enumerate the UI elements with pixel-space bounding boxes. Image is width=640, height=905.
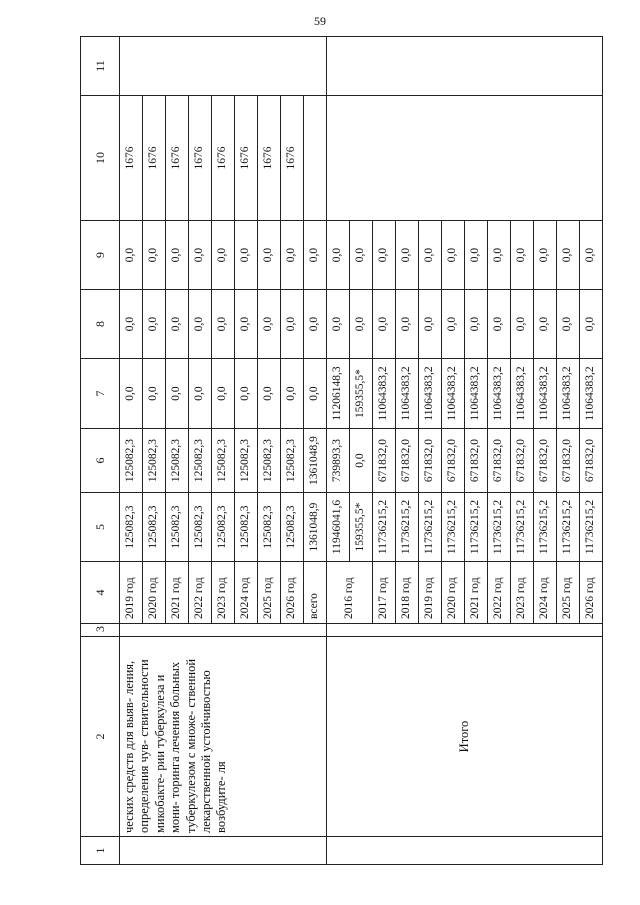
value-cell: 11206148,3 — [327, 359, 350, 429]
value-cell: 0,0 — [580, 290, 603, 359]
value-cell: 0,0 — [442, 290, 465, 359]
value-cell: 0,0 — [120, 359, 143, 429]
year-cell: 2019 год — [419, 562, 442, 624]
value-cell: 0,0 — [304, 290, 327, 359]
value-cell: 0,0 — [580, 221, 603, 290]
header-col-3: 3 — [81, 624, 120, 637]
header-col-6: 6 — [81, 429, 120, 493]
value-cell: 0,0 — [442, 221, 465, 290]
value-cell: 0,0 — [419, 290, 442, 359]
value-cell: 0,0 — [281, 290, 304, 359]
value-cell: 1676 — [166, 96, 189, 221]
value-cell: 0,0 — [396, 221, 419, 290]
value-cell: 11736215,2 — [534, 493, 557, 562]
value-cell: 11736215,2 — [488, 493, 511, 562]
value-cell: 159355,5* — [350, 359, 373, 429]
year-cell: 2022 год — [189, 562, 212, 624]
value-cell: 671832,0 — [511, 429, 534, 493]
value-cell: 0,0 — [488, 221, 511, 290]
header-col-1: 1 — [81, 837, 120, 865]
header-row — [81, 37, 120, 865]
value-cell: 671832,0 — [534, 429, 557, 493]
value-cell: 11064383,2 — [557, 359, 580, 429]
year-cell: 2019 год — [120, 562, 143, 624]
value-cell: 125082,3 — [212, 493, 235, 562]
value-cell: 125082,3 — [212, 429, 235, 493]
value-cell: 0,0 — [488, 290, 511, 359]
value-cell: 11064383,2 — [419, 359, 442, 429]
value-cell: 0,0 — [212, 359, 235, 429]
value-cell: 0,0 — [166, 359, 189, 429]
value-cell: 0,0 — [189, 221, 212, 290]
value-cell: 159355,5* — [350, 493, 373, 562]
value-cell: 11064383,2 — [465, 359, 488, 429]
cell-col-1 — [327, 837, 603, 865]
header-col-5: 5 — [81, 493, 120, 562]
value-cell: 125082,3 — [189, 429, 212, 493]
value-cell: 0,0 — [281, 359, 304, 429]
value-cell: 671832,0 — [396, 429, 419, 493]
value-cell: 125082,3 — [281, 493, 304, 562]
value-cell: 125082,3 — [189, 493, 212, 562]
value-cell: 671832,0 — [419, 429, 442, 493]
value-cell: 125082,3 — [166, 429, 189, 493]
value-cell: 1361048,9 — [304, 429, 327, 493]
value-cell: 0,0 — [557, 290, 580, 359]
header-col-9: 9 — [81, 221, 120, 290]
value-cell: 0,0 — [350, 221, 373, 290]
total-label: всего — [304, 562, 327, 624]
header-col-8: 8 — [81, 290, 120, 359]
value-cell: 11064383,2 — [442, 359, 465, 429]
value-cell: 0,0 — [511, 290, 534, 359]
table-row — [120, 37, 143, 865]
value-cell: 0,0 — [396, 290, 419, 359]
year-cell: 2020 год — [442, 562, 465, 624]
value-cell: 11736215,2 — [419, 493, 442, 562]
value-cell: 11736215,2 — [557, 493, 580, 562]
year-cell: 2026 год — [580, 562, 603, 624]
year-cell: 2017 год — [373, 562, 396, 624]
header-col-4: 4 — [81, 562, 120, 624]
header-col-2: 2 — [81, 637, 120, 837]
cell-col-11 — [327, 37, 603, 96]
year-cell: 2021 год — [166, 562, 189, 624]
cell-col-3 — [120, 624, 327, 637]
value-cell: 11736215,2 — [580, 493, 603, 562]
value-cell: 671832,0 — [488, 429, 511, 493]
value-cell: 671832,0 — [373, 429, 396, 493]
value-cell: 0,0 — [350, 429, 373, 493]
cell-col-11 — [120, 37, 327, 96]
value-cell: 125082,3 — [281, 429, 304, 493]
value-cell: 0,0 — [465, 290, 488, 359]
value-cell: 11064383,2 — [488, 359, 511, 429]
value-cell: 671832,0 — [442, 429, 465, 493]
value-cell: 125082,3 — [120, 429, 143, 493]
value-cell: 1676 — [235, 96, 258, 221]
value-cell: 0,0 — [235, 221, 258, 290]
value-cell: 1676 — [120, 96, 143, 221]
year-cell: 2023 год — [212, 562, 235, 624]
value-cell: 11064383,2 — [373, 359, 396, 429]
value-cell: 125082,3 — [258, 429, 281, 493]
value-cell: 0,0 — [143, 221, 166, 290]
year-cell: 2018 год — [396, 562, 419, 624]
value-cell: 0,0 — [235, 359, 258, 429]
year-cell: 2021 год — [465, 562, 488, 624]
value-cell: 0,0 — [120, 221, 143, 290]
value-cell: 0,0 — [166, 221, 189, 290]
value-cell: 125082,3 — [235, 429, 258, 493]
value-cell: 125082,3 — [120, 493, 143, 562]
value-cell: 11064383,2 — [534, 359, 557, 429]
year-cell: 2025 год — [557, 562, 580, 624]
value-cell: 671832,0 — [557, 429, 580, 493]
budget-table — [80, 36, 603, 865]
value-cell: 11736215,2 — [396, 493, 419, 562]
value-cell: 0,0 — [327, 290, 350, 359]
value-cell: 0,0 — [212, 290, 235, 359]
itogo-label: Итого — [327, 637, 603, 837]
value-cell: 0,0 — [143, 359, 166, 429]
year-cell: 2022 год — [488, 562, 511, 624]
year-cell: 2016 год — [327, 562, 373, 624]
value-cell: 11736215,2 — [465, 493, 488, 562]
value-cell: 1361048,9 — [304, 493, 327, 562]
value-cell: 1676 — [258, 96, 281, 221]
value-cell: 125082,3 — [143, 429, 166, 493]
header-col-11: 11 — [81, 37, 120, 96]
value-cell: 0,0 — [534, 290, 557, 359]
value-cell: 0,0 — [143, 290, 166, 359]
value-cell: 1676 — [281, 96, 304, 221]
value-cell: 0,0 — [120, 290, 143, 359]
value-cell: 1676 — [143, 96, 166, 221]
value-cell: 0,0 — [212, 221, 235, 290]
value-cell: 0,0 — [327, 221, 350, 290]
value-cell: 0,0 — [258, 290, 281, 359]
value-cell: 0,0 — [465, 221, 488, 290]
cell-col-10 — [327, 96, 603, 221]
value-cell: 1676 — [189, 96, 212, 221]
value-cell: 0,0 — [304, 221, 327, 290]
value-cell: 0,0 — [258, 221, 281, 290]
value-cell: 0,0 — [281, 221, 304, 290]
value-cell: 0,0 — [557, 221, 580, 290]
rotated-table-container — [80, 37, 605, 865]
value-cell: 0,0 — [189, 290, 212, 359]
value-cell: 739893,3 — [327, 429, 350, 493]
value-cell: 671832,0 — [580, 429, 603, 493]
cell-col-1 — [120, 837, 327, 865]
year-cell: 2025 год — [258, 562, 281, 624]
value-cell: 11946041,6 — [327, 493, 350, 562]
value-cell: 671832,0 — [465, 429, 488, 493]
value-cell: 125082,3 — [143, 493, 166, 562]
value-cell: 0,0 — [350, 290, 373, 359]
value-cell: 0,0 — [373, 221, 396, 290]
year-cell: 2026 год — [281, 562, 304, 624]
value-cell: 0,0 — [534, 221, 557, 290]
value-cell: 125082,3 — [235, 493, 258, 562]
measure-description: ческих средств для выяв- ления, определения чув- ствительности микобакте- рии туберкулеза и мони- торинга лечения больных туберкулезом с множе- ственной лекарственной устойчивостью возбудите- ля — [120, 637, 327, 837]
page-number: 59 — [314, 14, 326, 28]
value-cell: 0,0 — [235, 290, 258, 359]
value-cell: 125082,3 — [166, 493, 189, 562]
value-cell: 11736215,2 — [442, 493, 465, 562]
value-cell: 125082,3 — [258, 493, 281, 562]
value-cell: 11064383,2 — [511, 359, 534, 429]
value-cell: 11064383,2 — [580, 359, 603, 429]
value-cell: 11736215,2 — [511, 493, 534, 562]
year-cell: 2023 год — [511, 562, 534, 624]
value-cell: 0,0 — [373, 290, 396, 359]
value-cell: 11736215,2 — [373, 493, 396, 562]
value-cell: 11064383,2 — [396, 359, 419, 429]
value-cell: 1676 — [212, 96, 235, 221]
value-cell: 0,0 — [258, 359, 281, 429]
value-cell: 0,0 — [419, 221, 442, 290]
value-cell: 0,0 — [511, 221, 534, 290]
year-cell: 2024 год — [235, 562, 258, 624]
header-col-10: 10 — [81, 96, 120, 221]
cell-col-3 — [327, 624, 603, 637]
value-cell: 0,0 — [189, 359, 212, 429]
value-cell — [304, 96, 327, 221]
itogo-row — [327, 37, 350, 865]
year-cell: 2020 год — [143, 562, 166, 624]
value-cell: 0,0 — [304, 359, 327, 429]
year-cell: 2024 год — [534, 562, 557, 624]
header-col-7: 7 — [81, 359, 120, 429]
value-cell: 0,0 — [166, 290, 189, 359]
